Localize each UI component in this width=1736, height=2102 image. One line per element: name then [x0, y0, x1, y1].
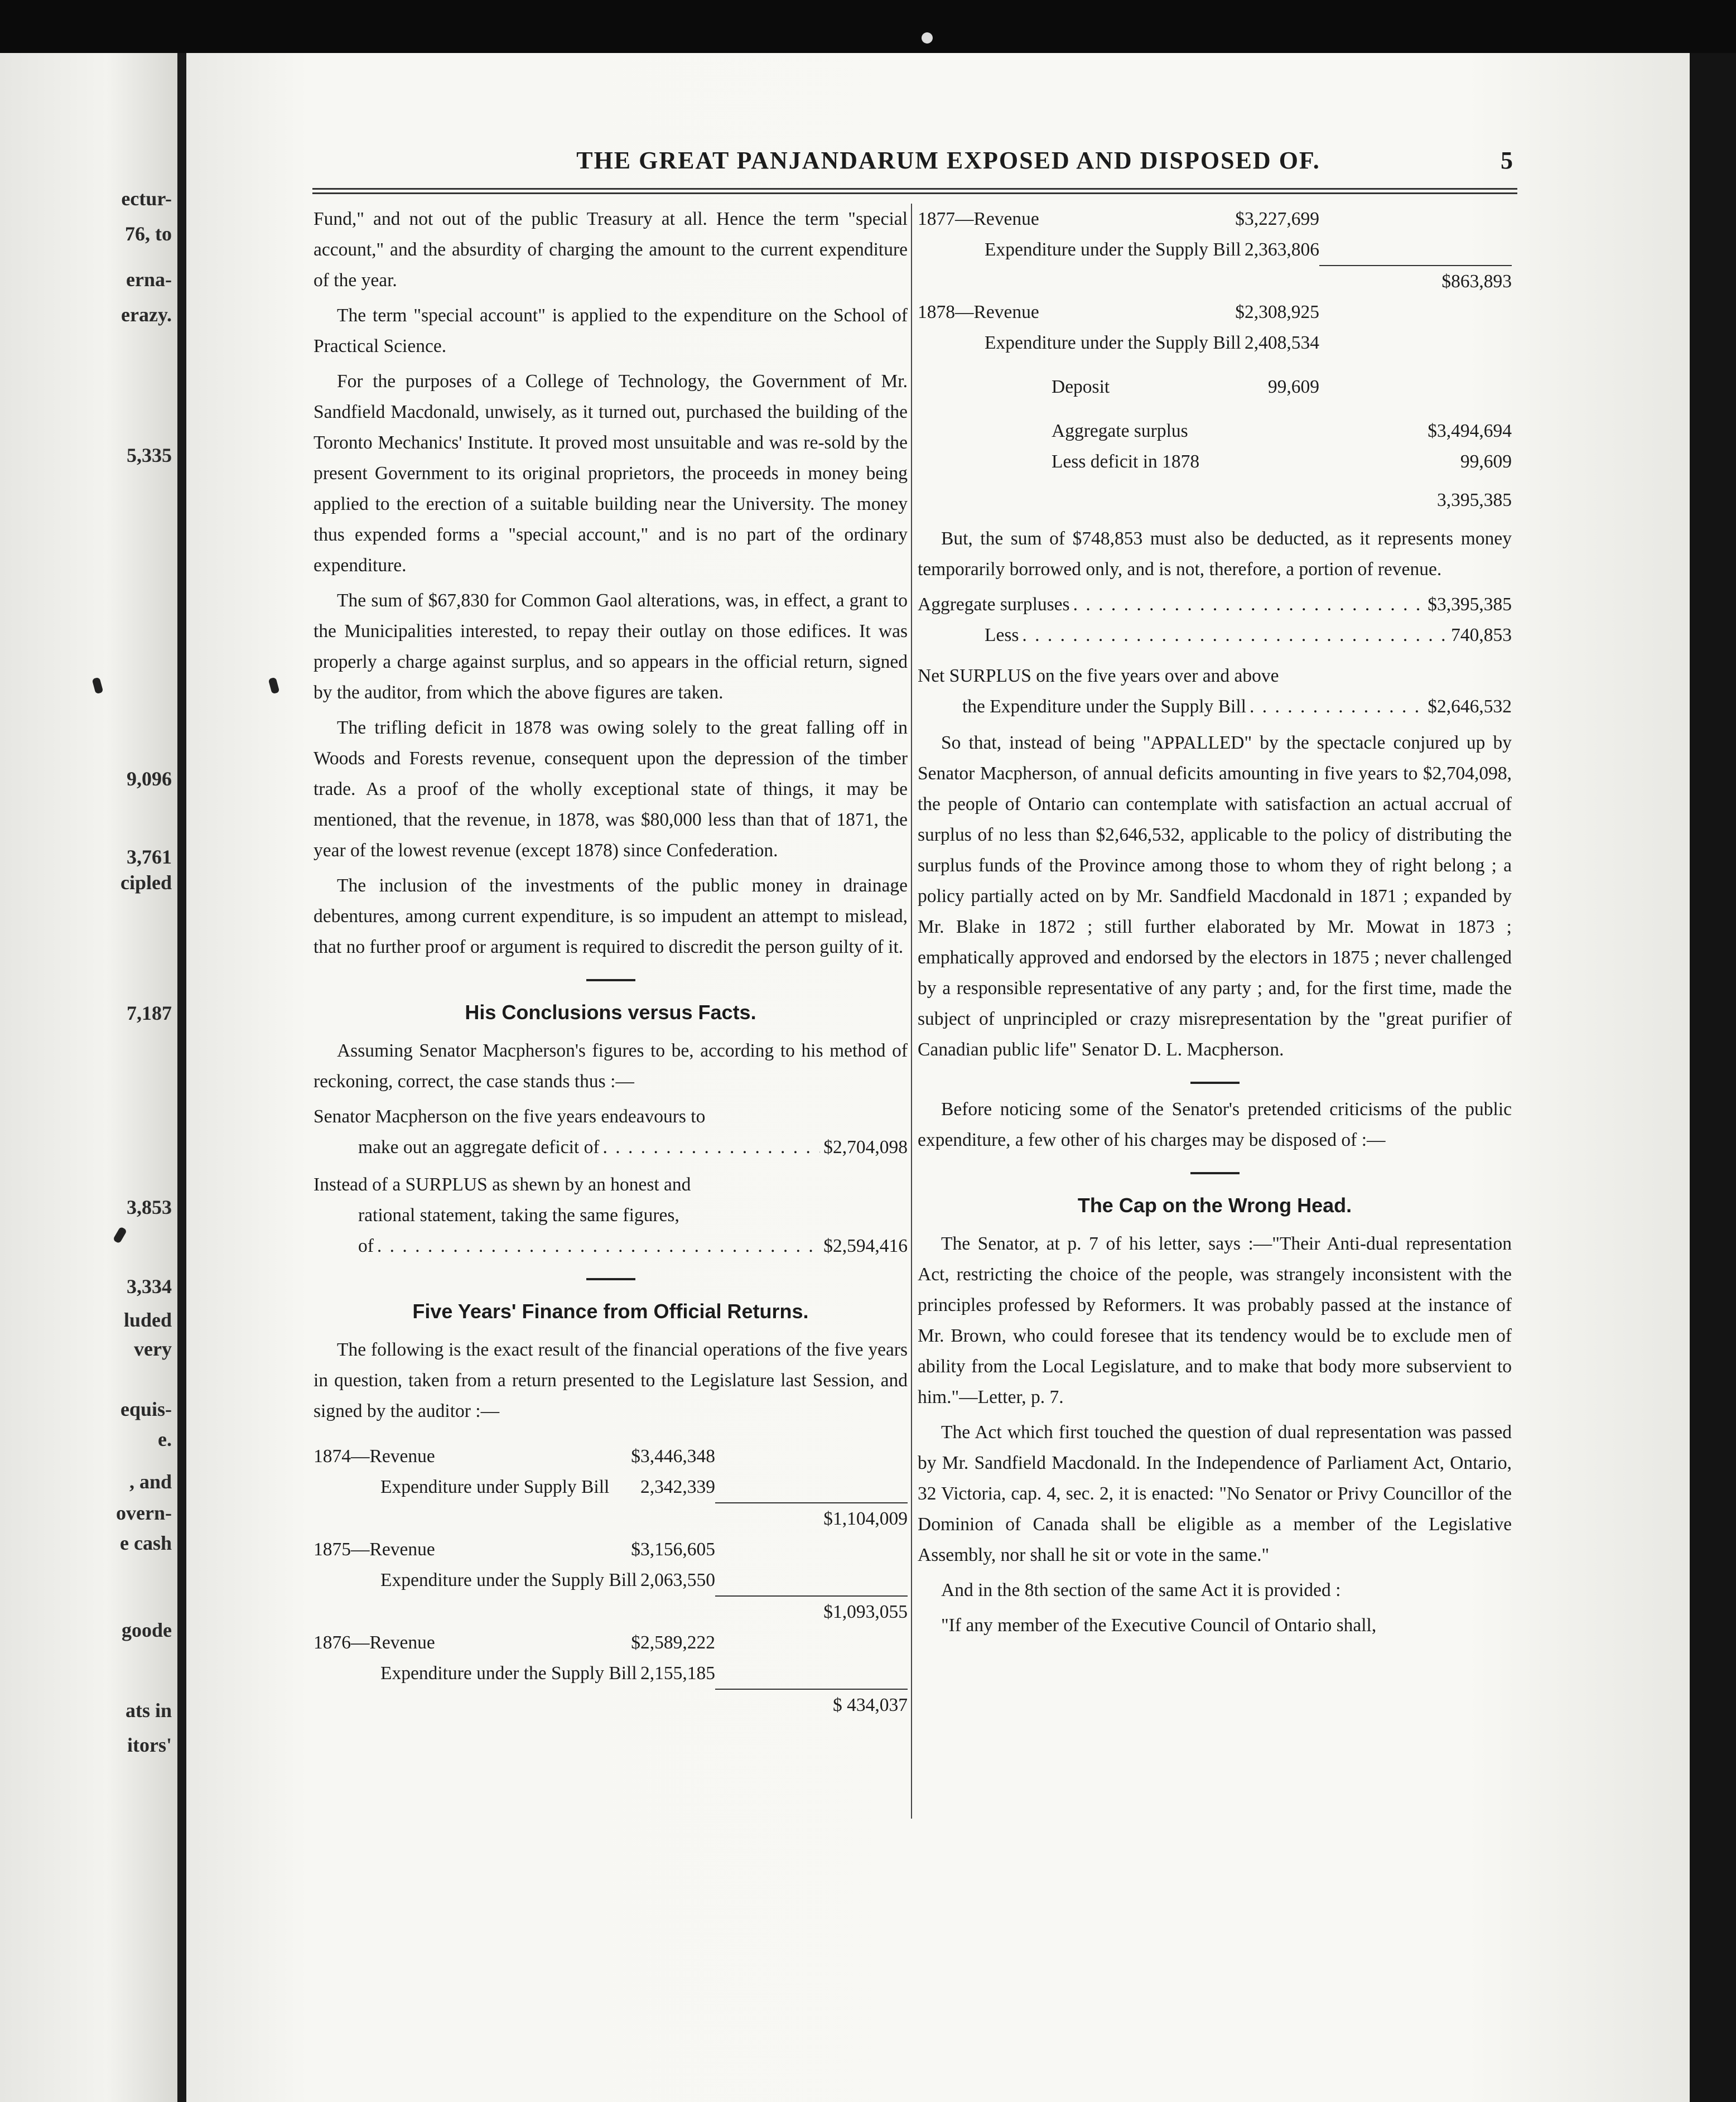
left-page-text-fragment: 3,334	[127, 1275, 172, 1298]
left-page-text-fragment: overn-	[116, 1502, 172, 1524]
finance-row-expenditure: Expenditure under Supply Bill 2,342,339	[380, 1477, 715, 1497]
finance-row-revenue: 1876—Revenue $2,589,222	[314, 1632, 715, 1653]
left-page-text-fragment: luded	[123, 1309, 172, 1331]
subtotal-row: 3,395,385	[1437, 490, 1512, 510]
left-page-text-fragment: ats in	[125, 1699, 172, 1722]
deficit-amount: $2,704,098	[823, 1137, 908, 1158]
left-page-text-fragment: erna-	[126, 268, 172, 291]
left-column	[314, 204, 908, 1720]
less-row: Less . . . 740,853	[918, 620, 1512, 650]
finance-row-revenue: 1875—Revenue $3,156,605	[314, 1539, 715, 1560]
finance-row-expenditure: Expenditure under the Supply Bill 2,063,550	[380, 1570, 715, 1590]
surplus-line-1: Instead of a SURPLUS as shewn by an honest and	[314, 1174, 691, 1195]
section-separator	[586, 979, 635, 981]
paragraph: The trifling deficit in 1878 was owing solely to the great falling off in Woods and Forests revenue, consequent upon the depression of the timber trade. As a proof of the wholly exceptional state of things, it may be mentioned, that the revenue, in 1878, was $80,000 less than that of 1871, the year of the lowest revenue (except 1878) since Confederation.	[314, 717, 908, 861]
page-number: 5	[1501, 147, 1513, 174]
less-deficit-row: Less deficit in 1878 99,609	[1052, 451, 1512, 472]
page-edge-shadow	[1690, 53, 1736, 2102]
running-header-title: THE GREAT PANJANDARUM EXPOSED AND DISPOSED OF.	[576, 147, 1320, 174]
column-divider	[911, 204, 912, 1819]
section-separator	[1190, 1172, 1240, 1174]
finance-row-revenue: 1874—Revenue $3,446,348	[314, 1446, 715, 1467]
left-page-text-fragment: equis-	[120, 1398, 172, 1420]
left-page-text-fragment: very	[134, 1338, 172, 1360]
surplus-line-3: of . . . $2,594,416	[314, 1231, 908, 1261]
left-page-text-fragment: 3,853	[127, 1196, 172, 1218]
left-page-text-fragment: 7,187	[127, 1002, 172, 1024]
finance-row-net: $1,104,009	[314, 1502, 908, 1534]
paragraph: But, the sum of $748,853 must also be deducted, as it represents money temporarily borrowed only, and is not, therefore, a portion of revenue.	[918, 528, 1512, 580]
surplus-line-2: rational statement, taking the same figures,	[358, 1205, 679, 1226]
paragraph: So that, instead of being "APPALLED" by the spectacle conjured up by Senator Macpherson, of annual deficits amounting in five years to $2,704,098, the people of Ontario can contemplate with satisfaction an actual accrual of surplus of no less than $2,646,532, applicable to the policy of distributing the surplus funds of the Province among those to whom they of right belong ; a policy partially acted on by Mr. Sandfield Macdonald in 1871 ; expanded by Mr. Blake in 1872 ; still further elaborated by Mr. Mowat in 1873 ; emphatically approved and endorsed by the electors in 1875 ; never challenged by a responsible representative of any party ; and, for the first time, made the subject of unprincipled or crazy misrepresentation by the "great purifier of Canadian public life" Senator D. L. Macpherson.	[918, 732, 1512, 1060]
section-heading: The Cap on the Wrong Head.	[1077, 1194, 1352, 1217]
right-column	[918, 204, 1512, 1645]
paragraph: The inclusion of the investments of the public money in drainage debentures, among current expenditure, is so impudent an attempt to mislead, that no further proof or argument is required to discredit the person guilty of it.	[314, 875, 908, 957]
leader-dots	[1250, 691, 1424, 722]
header-rule	[312, 188, 1517, 190]
paragraph: "If any member of the Executive Council of Ontario shall,	[941, 1615, 1377, 1636]
finance-row-expenditure: Expenditure under the Supply Bill 2,408,534	[985, 332, 1319, 353]
surplus-amount: $2,594,416	[823, 1236, 908, 1256]
left-page-text-fragment: goode	[122, 1619, 172, 1641]
section-heading: Five Years' Finance from Official Returns.	[412, 1300, 809, 1323]
left-page-text-fragment: ectur-	[121, 187, 172, 210]
paragraph: For the purposes of a College of Technology, the Government of Mr. Sandfield Macdonald, unwisely, as it turned out, purchased the building of the Toronto Mechanics' Institute. It proved most unsuitable and was re-sold by the present Government to its original proprietors, the proceeds in money being applied to the erection of a suitable building near the University. The money thus expended forms a "special account," and is no part of the ordinary expenditure.	[314, 371, 908, 576]
aggregate-surpluses-row: Aggregate surpluses . . . $3,395,385	[918, 589, 1512, 620]
header-rule-double	[312, 192, 1517, 194]
finance-row-revenue: 1877—Revenue $3,227,699	[918, 209, 1319, 229]
deficit-line-1: Senator Macpherson on the five years endeavours to	[314, 1106, 706, 1127]
left-page-text-fragment: 9,096	[127, 768, 172, 790]
section-heading: His Conclusions versus Facts.	[465, 1001, 756, 1024]
finance-row-expenditure: Expenditure under the Supply Bill 2,155,185	[380, 1663, 715, 1684]
leader-dots	[1073, 589, 1425, 620]
leader-dots	[377, 1231, 820, 1261]
left-page-text-fragment: , and	[129, 1471, 172, 1493]
finance-row-net: $863,893	[918, 265, 1512, 297]
net-surplus-line-2: the Expenditure under the Supply Bill . . . $2,646,532	[918, 691, 1512, 722]
aggregate-surplus-row: Aggregate surplus $3,494,694	[1052, 421, 1512, 441]
left-page-text-fragment: 3,761	[127, 846, 172, 868]
left-page-text-fragment: cipled	[120, 871, 172, 894]
finance-row-net: $1,093,055	[314, 1595, 908, 1627]
paragraph: Assuming Senator Macpherson's figures to be, according to his method of reckoning, correct, the case stands thus :—	[314, 1040, 908, 1092]
left-page-text-fragment: erazy.	[121, 303, 172, 326]
finance-row-net: $ 434,037	[314, 1689, 908, 1720]
left-page-text-fragment: 76, to	[125, 223, 172, 245]
page-gutter	[177, 53, 186, 2102]
left-page-text-fragment: itors'	[127, 1734, 172, 1756]
finance-row-revenue: 1878—Revenue $2,308,925	[918, 302, 1319, 322]
left-page-text-fragment: 5,335	[127, 444, 172, 466]
paragraph: Before noticing some of the Senator's pretended criticisms of the public expenditure, a few other of his charges may be disposed of :—	[918, 1099, 1512, 1150]
leader-dots	[1022, 620, 1448, 650]
ink-mark	[920, 31, 934, 45]
deposit-row: Deposit 99,609	[1052, 377, 1319, 397]
deficit-line-2: make out an aggregate deficit of . . . $2,704,098	[314, 1132, 908, 1163]
paragraph: The Senator, at p. 7 of his letter, says :—"Their Anti-dual representation Act, restricting the choice of the people, was strangely inconsistent with the principles professed by Reformers. It was probably passed at the instance of Mr. Brown, who could foresee that its tendency would be to exclude men of ability from the Local Legislature, and to make that body more subservient to him."—Letter, p. 7.	[918, 1233, 1512, 1407]
left-page-text-fragment: e.	[158, 1428, 172, 1450]
adjacent-left-page	[0, 53, 177, 2102]
paragraph: The term "special account" is applied to the expenditure on the School of Practical Science.	[314, 305, 908, 356]
paragraph: The following is the exact result of the financial operations of the five years in question, taken from a return presented to the Legislature last Session, and signed by the auditor :—	[314, 1339, 908, 1421]
left-page-text-fragment: e cash	[120, 1532, 172, 1554]
section-separator	[586, 1278, 635, 1280]
paragraph: Fund," and not out of the public Treasury at all. Hence the term "special account," and the absurdity of charging the amount to the current expenditure of the year.	[314, 209, 908, 291]
net-surplus-amount: $2,646,532	[1428, 696, 1512, 717]
paragraph: The Act which first touched the question of dual representation was passed by Mr. Sandfield Macdonald. In the Independence of Parliament Act, Ontario, 32 Victoria, cap. 4, sec. 2, it is enacted: "No Senator or Privy Councillor of the Dominion of Canada shall be eligible as a member of the Legislative Assembly, nor shall he sit or vote in the same."	[918, 1422, 1512, 1565]
paragraph: The sum of $67,830 for Common Gaol alterations, was, in effect, a grant to the Municipalities interested, to repay their outlay on those edifices. It was properly a charge against surplus, and so appears in the official return, signed by the auditor, from which the above figures are taken.	[314, 590, 908, 703]
section-separator	[1190, 1082, 1240, 1084]
leader-dots	[603, 1132, 821, 1163]
paragraph: And in the 8th section of the same Act it is provided :	[941, 1580, 1341, 1600]
net-surplus-line-1: Net SURPLUS on the five years over and above	[918, 666, 1279, 686]
finance-row-expenditure: Expenditure under the Supply Bill 2,363,806	[985, 239, 1319, 260]
